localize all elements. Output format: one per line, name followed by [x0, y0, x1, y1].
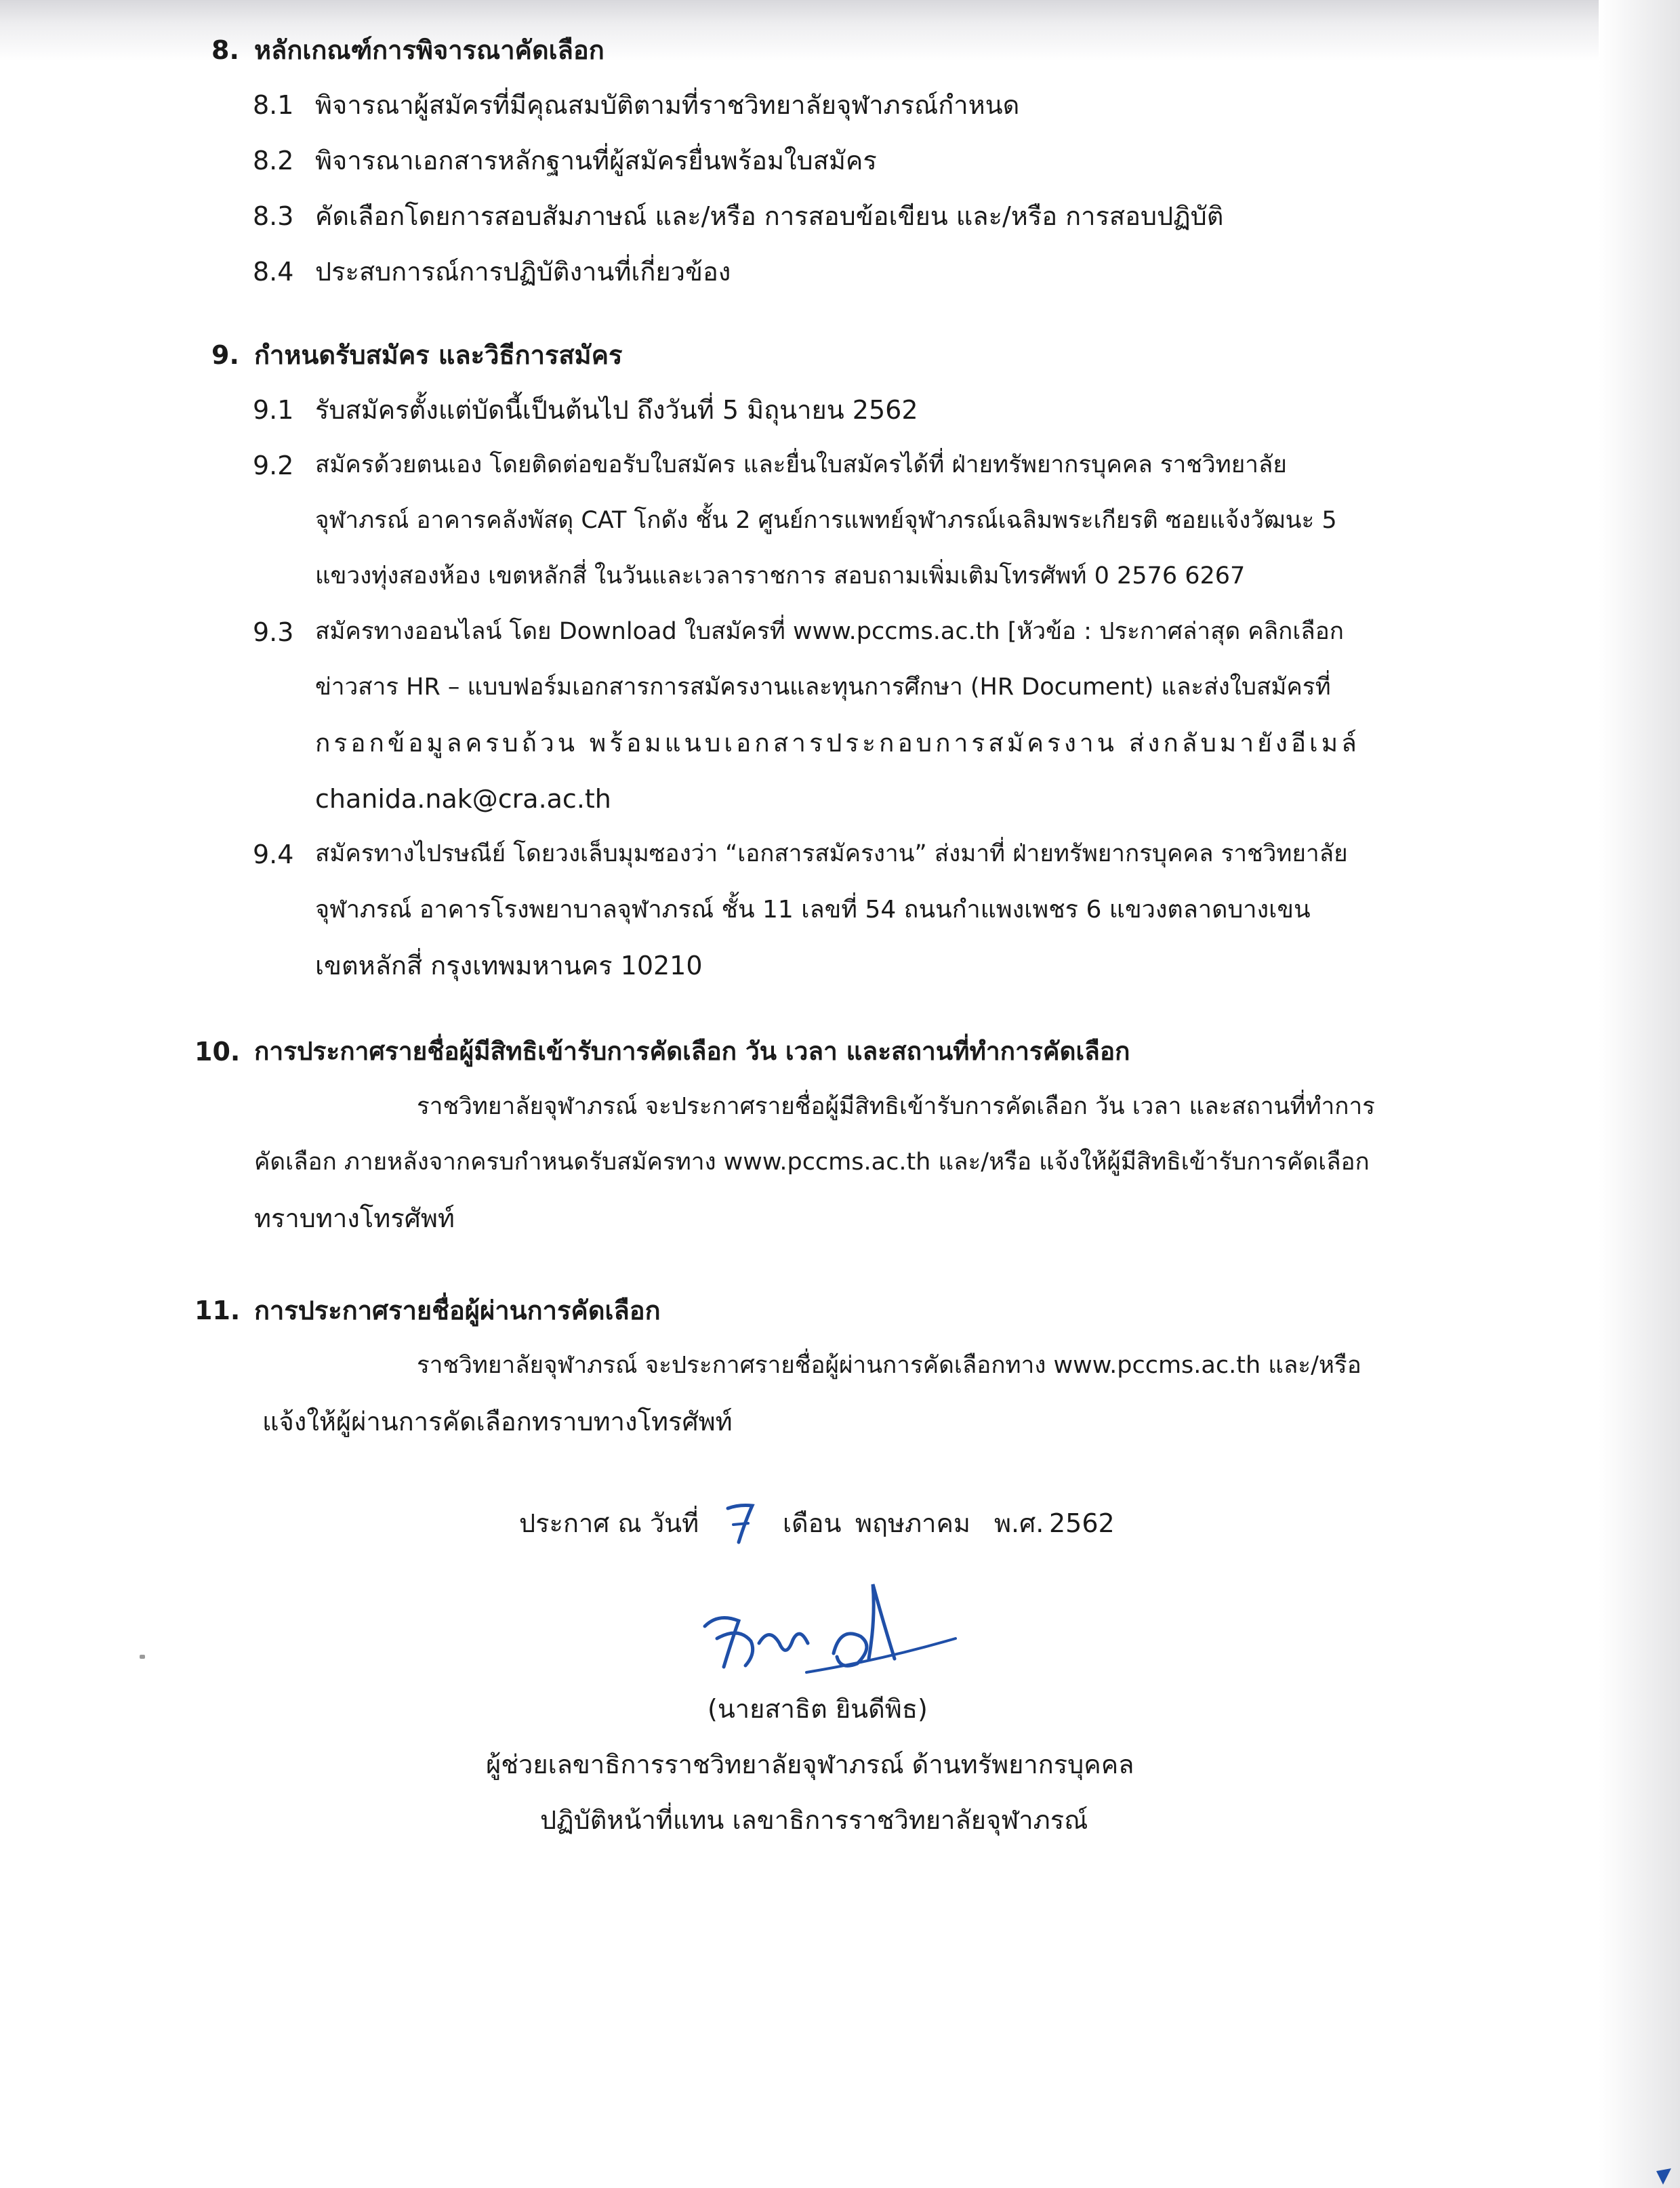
- section-10-line-3: ทราบทางโทรศัพท์: [254, 1203, 455, 1233]
- item-8-3-text: คัดเลือกโดยการสอบสัมภาษณ์ และ/หรือ การสอบข้อเขียน และ/หรือ การสอบปฏิบัติ: [315, 201, 1224, 231]
- handwritten-day-digit: [724, 1500, 758, 1548]
- item-9-2-line-2: จุฬาภรณ์ อาคารคลังพัสดุ CAT โกดัง ชั้น 2 ศูนย์การแพทย์จุฬาภรณ์เฉลิมพระเกียรติ ซอยแจ้งวัฒนะ 5: [315, 507, 1337, 534]
- announcement-prefix: ประกาศ ณ วันที่: [519, 1508, 699, 1538]
- signatory-name: (นายสาธิต ยินดีพิธ): [708, 1694, 928, 1724]
- signatory-title-1: ผู้ช่วยเลขาธิการราชวิทยาลัยจุฬาภรณ์ ด้านทรัพยากรบุคคล: [486, 1750, 1134, 1779]
- section-11-line-1: ราชวิทยาลัยจุฬาภรณ์ จะประกาศรายชื่อผู้ผ่านการคัดเลือกทาง www.pccms.ac.th และ/หรือ: [417, 1352, 1361, 1379]
- scan-right-shadow: [1599, 0, 1680, 2188]
- section-9-heading: กำหนดรับสมัคร และวิธีการสมัคร: [254, 340, 623, 370]
- section-11-heading: การประกาศรายชื่อผู้ผ่านการคัดเลือก: [254, 1296, 661, 1325]
- item-8-4-text: ประสบการณ์การปฏิบัติงานที่เกี่ยวข้อง: [315, 257, 731, 287]
- item-9-3-line-2: ข่าวสาร HR – แบบฟอร์มเอกสารการสมัครงานและทุนการศึกษา (HR Document) และส่งใบสมัครที่: [315, 674, 1331, 701]
- scan-top-shadow: [0, 0, 1680, 61]
- handwritten-signature: [691, 1579, 962, 1680]
- item-9-2-line-1: สมัครด้วยตนเอง โดยติดต่อขอรับใบสมัคร และยื่นใบสมัครได้ที่ ฝ่ายทรัพยากรบุคคล ราชวิทยาลัย: [315, 451, 1287, 478]
- item-9-1-number: 9.1: [253, 395, 294, 425]
- item-9-2-line-3: แขวงทุ่งสองห้อง เขตหลักสี่ ในวันและเวลาราชการ สอบถามเพิ่มเติมโทรศัพท์ 0 2576 6267: [315, 562, 1246, 590]
- item-8-2-text: พิจารณาเอกสารหลักฐานที่ผู้สมัครยื่นพร้อมใบสมัคร: [315, 146, 877, 176]
- item-9-3-number: 9.3: [253, 617, 294, 647]
- item-8-2-number: 8.2: [253, 146, 294, 176]
- announcement-year: 2562: [1049, 1508, 1115, 1538]
- signatory-title-2: ปฏิบัติหน้าที่แทน เลขาธิการราชวิทยาลัยจุฬาภรณ์: [540, 1805, 1088, 1835]
- section-11-number: 11.: [194, 1296, 241, 1325]
- item-9-4-line-2: จุฬาภรณ์ อาคารโรงพยาบาลจุฬาภรณ์ ชั้น 11 เลขที่ 54 ถนนกำแพงเพชร 6 แขวงตลาดบางเขน: [315, 896, 1311, 924]
- item-8-1-text: พิจารณาผู้สมัครที่มีคุณสมบัติตามที่ราชวิทยาลัยจุฬาภรณ์กำหนด: [315, 90, 1020, 120]
- item-8-1-number: 8.1: [253, 90, 294, 120]
- item-9-4-line-3: เขตหลักสี่ กรุงเทพมหานคร 10210: [315, 951, 703, 981]
- announcement-month-label: เดือน: [783, 1508, 842, 1538]
- section-9-number: 9.: [211, 340, 239, 370]
- announcement-month: พฤษภาคม: [855, 1508, 970, 1538]
- item-9-4-number: 9.4: [253, 840, 294, 869]
- section-8-heading: หลักเกณฑ์การพิจารณาคัดเลือก: [254, 35, 605, 65]
- item-9-3-line-3: กรอกข้อมูลครบถ้วน พร้อมแนบเอกสารประกอบการสมัครงาน ส่งกลับมายังอีเมล์: [315, 728, 1360, 758]
- item-9-4-line-1: สมัครทางไปรษณีย์ โดยวงเล็บมุมซองว่า “เอกสารสมัครงาน” ส่งมาที่ ฝ่ายทรัพยากรบุคคล ราชวิทยาลัย: [315, 840, 1348, 867]
- section-10-heading: การประกาศรายชื่อผู้มีสิทธิเข้ารับการคัดเลือก วัน เวลา และสถานที่ทำการคัดเลือก: [254, 1037, 1130, 1066]
- handwritten-day: [724, 1500, 758, 1548]
- page-corner-mark-icon: [1654, 2166, 1674, 2186]
- item-9-3-line-1: สมัครทางออนไลน์ โดย Download ใบสมัครที่ www.pccms.ac.th [หัวข้อ : ประกาศล่าสุด คลิกเลือก: [315, 618, 1344, 645]
- section-10-line-1: ราชวิทยาลัยจุฬาภรณ์ จะประกาศรายชื่อผู้มีสิทธิเข้ารับการคัดเลือก วัน เวลา และสถานที่ทำการ: [417, 1093, 1375, 1120]
- section-10-number: 10.: [194, 1037, 241, 1067]
- item-8-4-number: 8.4: [253, 257, 294, 287]
- announcement-year-label: พ.ศ.: [994, 1508, 1044, 1538]
- item-8-3-number: 8.3: [253, 201, 294, 231]
- section-10-line-2: คัดเลือก ภายหลังจากครบกำหนดรับสมัครทาง www.pccms.ac.th และ/หรือ แจ้งให้ผู้มีสิทธิเข้ารับการคัดเลือก: [254, 1149, 1370, 1176]
- item-9-3-email: chanida.nak@cra.ac.th: [315, 784, 611, 814]
- scan-speck: [140, 1655, 145, 1659]
- item-9-2-number: 9.2: [253, 451, 294, 480]
- item-9-1-text: รับสมัครตั้งแต่บัดนี้เป็นต้นไป ถึงวันที่ 5 มิถุนายน 2562: [315, 395, 918, 425]
- section-8-number: 8.: [211, 35, 239, 65]
- section-11-line-2: แจ้งให้ผู้ผ่านการคัดเลือกทราบทางโทรศัพท์: [262, 1407, 733, 1437]
